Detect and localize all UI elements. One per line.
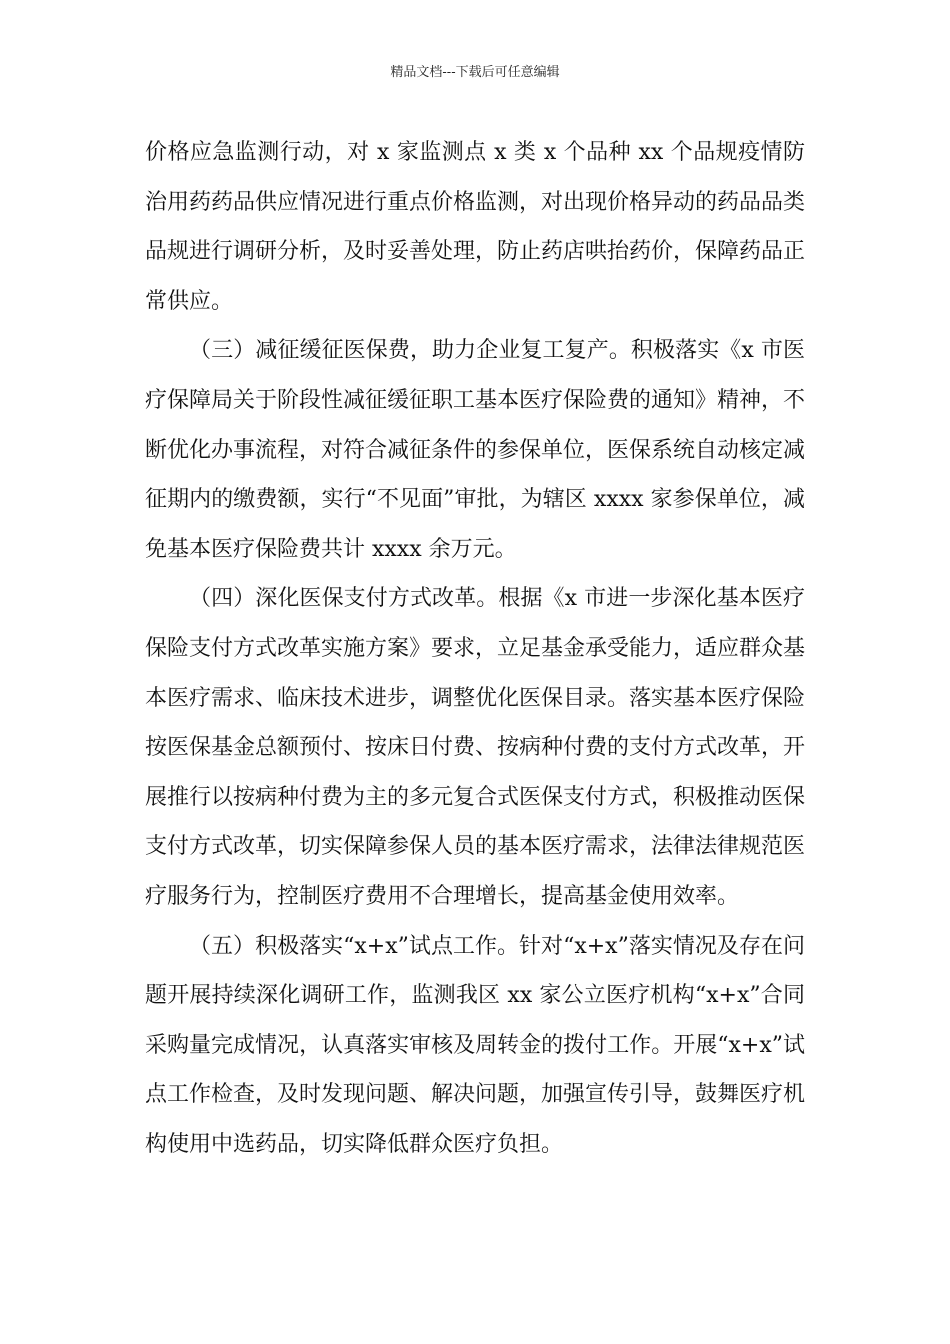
paragraph-price-monitoring: 价格应急监测行动，对 x 家监测点 x 类 x 个品种 xx 个品规疫情防治用药药品供应情况进行重点价格监测，对出现价格异动的药品品类品规进行调研分析，及时妥善处理，防止药店哄抬药价，保障药品正常供应。: [145, 140, 806, 314]
paragraph-section-three: （三）减征缓征医保费，助力企业复工复产。积极落实《x 市医疗保障局关于阶段性减征缓征职工基本医疗保险费的通知》精神，不断优化办事流程，对符合减征条件的参保单位，医保系统自动核定减征期内的缴费额，实行“不见面”审批，为辖区 xxxx 家参保单位，减免基本医疗保险费共计 xxxx 余万元。: [145, 338, 806, 562]
paragraph-section-four: （四）深化医保支付方式改革。根据《x 市进一步深化基本医疗保险支付方式改革实施方案》要求，立足基金承受能力，适应群众基本医疗需求、临床技术进步，调整优化医保目录。落实基本医疗保险按医保基金总额预付、按床日付费、按病种付费的支付方式改革，开展推行以按病种付费为主的多元复合式医保支付方式，积极推动医保支付方式改革，切实保障参保人员的基本医疗需求，法律法律规范医疗服务行为，控制医疗费用不合理增长，提高基金使用效率。: [145, 586, 806, 909]
paragraph-section-five: （五）积极落实“x+x”试点工作。针对“x+x”落实情况及存在问题开展持续深化调研工作，监测我区 xx 家公立医疗机构“x+x”合同采购量完成情况，认真落实审核及周转金的拨付工作。开展“x+x”试点工作检查，及时发现问题、解决问题，加强宣传引导，鼓舞医疗机构使用中选药品，切实降低群众医疗负担。: [145, 933, 806, 1157]
page-header: 精品文档---下载后可任意编辑: [390, 65, 560, 80]
document-body: [145, 128, 805, 1169]
